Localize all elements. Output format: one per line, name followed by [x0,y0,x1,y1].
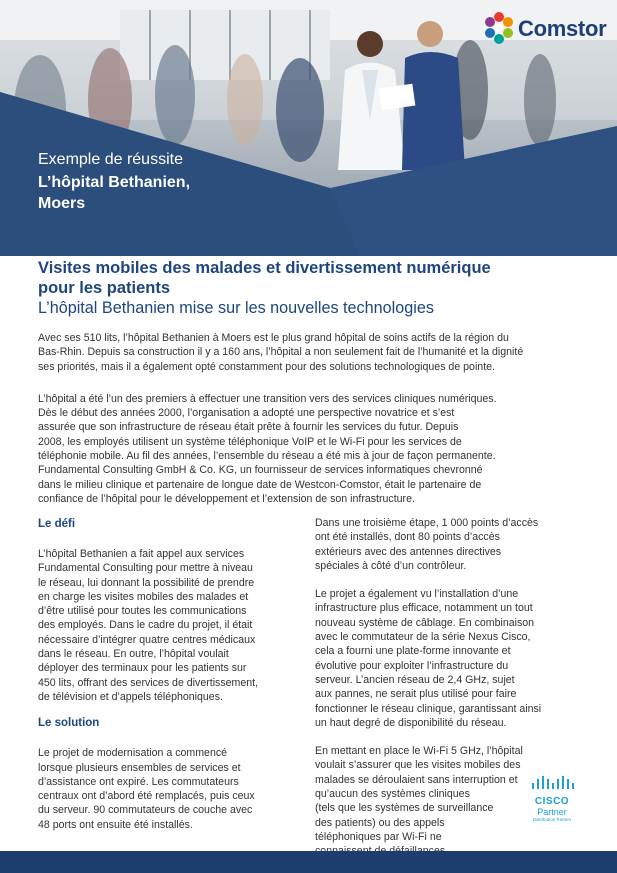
text-line: qu’aucun des systèmes cliniques [315,788,470,801]
cisco-bars-icon [530,776,574,790]
intro-paragraph-2 [38,392,588,506]
right-paragraph-3 [315,744,525,858]
text-line: voulait s’assurer que les visites mobiles des [315,759,521,772]
text-line: d’assistance ont expiré. Les commutateurs [38,775,239,788]
text-line: Avec ses 510 lits, l’hôpital Bethanien à Moers est le plus grand hôpital de soins actifs de la région du [38,332,509,344]
hero-title-line2: Moers [38,195,86,212]
solution-paragraph [38,746,302,832]
text-line: évolutive pour exploiter l’infrastructure du [315,659,509,672]
text-line: téléphonie mobile. Au fil des années, l’ensemble du réseau a été mis à jour de façon permanente. [38,450,496,463]
cisco-word: CISCO [534,796,570,807]
text-line: L’hôpital Bethanien a fait appel aux services [38,548,245,560]
text-line: d’être utilisé pour toutes les communications [38,605,247,618]
text-line: dans le milieu clinique et partenaire de longue date de Westcon-Comstor, était le partenaire de [38,478,482,491]
text-line: du serveur. 90 commutateurs de couche avec [38,804,253,817]
text-line: un haut degré de disponibilité du réseau. [315,716,507,729]
text-line: Fundamental Consulting GmbH & Co. KG, un fournisseur de services informatiques chevronné [38,464,483,477]
text-line: 2008, les employés utilisent un système téléphonique VoIP et le Wi-Fi pour les services de [38,435,462,448]
article-headline [38,258,583,318]
right-column [315,516,553,873]
intro-section [38,331,588,520]
text-line: nécessaire d’intégrer quatre centres médicaux [38,633,256,646]
text-line: avec le commutateur de la série Nexus Cisco, [315,631,531,644]
hero-text [38,150,190,215]
text-line: confiance de l’hôpital pour le développement et l’extension de son infrastructure. [38,492,415,505]
text-line: déployer des terminaux pour les patients sur [38,662,247,675]
text-line: L’hôpital a été l’un des premiers à effectuer une transition vers des services cliniques numériques. [38,392,497,405]
text-line: en charge les visites mobiles des malades et [38,590,249,603]
text-line: centraux ont d’abord été remplacés, puis ceux [38,790,255,803]
brand-name: Comstor [518,16,607,41]
text-line: Bas-Rhin. Depuis sa construction il y a 160 ans, l’hôpital a non seulement fait de l’humanité et la dignité [38,346,524,359]
text-line: serveur. L’ancien réseau de 2,4 GHz, sujet [315,673,515,686]
text-line: dans le réseau. En outre, l’hôpital voulait [38,648,229,661]
headline-title-line2: pour les patients [38,279,171,297]
right-paragraph-2 [315,587,553,730]
text-line: ses priorités, mais il a également opté constamment pour des solutions technologiques de pointe. [38,360,495,373]
comstor-logo [482,11,612,45]
defi-paragraph [38,547,302,704]
text-line: de télévision et d’appels téléphoniques. [38,690,223,703]
text-line: ont été installés, dont 80 points d’accès [315,531,500,544]
text-line: le réseau, lui donnant la possibilité de prendre [38,576,255,589]
text-line: nouveau système de câblage. En combinaison [315,616,535,629]
headline-subtitle: L’hôpital Bethanien mise sur les nouvelles technologies [38,299,434,317]
text-line: infrastructure plus efficace, notamment un tout [315,602,533,615]
text-line: 450 lits, offrant des services de divertissement, [38,676,259,689]
hero-photo-banner [0,0,617,256]
text-line: fonctionner le réseau clinique, garantissant ainsi [315,702,542,715]
text-line: des employés. Dans le cadre du projet, il était [38,619,253,632]
right-paragraph-1 [315,516,553,573]
text-line: (tels que les systèmes de surveillance [315,802,494,815]
cisco-program-label: Distribution Partner [532,817,572,822]
hero-title-line1: L’hôpital Bethanien, [38,174,191,191]
headline-title-line1: Visites mobiles des malades et divertissement numérique [38,259,491,277]
cisco-partner-label: Partner [537,807,567,817]
text-line: spéciales à côté d’un contrôleur. [315,559,467,572]
solution-heading: Le solution [38,717,100,730]
text-line: téléphoniques par Wi-Fi ne [315,830,442,843]
text-line: malades se déroulaient sans interruption et [315,773,518,786]
text-line: Le projet a également vu l’installation d’une [315,588,519,601]
hero-kicker: Exemple de réussite [38,151,183,168]
defi-heading: Le défi [38,518,76,530]
footer-bar [0,851,617,873]
text-line: lorsque plusieurs ensembles de services et [38,761,241,774]
text-line: assurée que son infrastructure de réseau était prête à fournir les services du futur. Depuis [38,421,459,434]
text-line: Fundamental Consulting pour mettre à niveau [38,562,253,575]
text-line: Dans une troisième étape, 1 000 points d’accès [315,517,539,529]
text-line: extérieurs avec des antennes directives [315,545,502,558]
comstor-flower-icon [482,11,516,45]
text-line: des patients) ou des appels [315,816,445,829]
text-line: En mettant en place le Wi-Fi 5 GHz, l’hôpital [315,745,523,758]
left-column [38,517,302,846]
text-line: Dès le début des années 2000, l’organisation a adopté une perspective novatrice et s’est [38,407,455,420]
intro-paragraph-1 [38,331,588,374]
cisco-partner-badge [522,776,582,826]
text-line: cela a fourni une plate-forme innovante et [315,645,511,658]
text-line: Le projet de modernisation a commencé [38,747,228,760]
text-line: aux pannes, ne serait plus utilisé pour faire [315,688,517,701]
text-line: 48 ports ont ensuite été installés. [38,818,193,831]
